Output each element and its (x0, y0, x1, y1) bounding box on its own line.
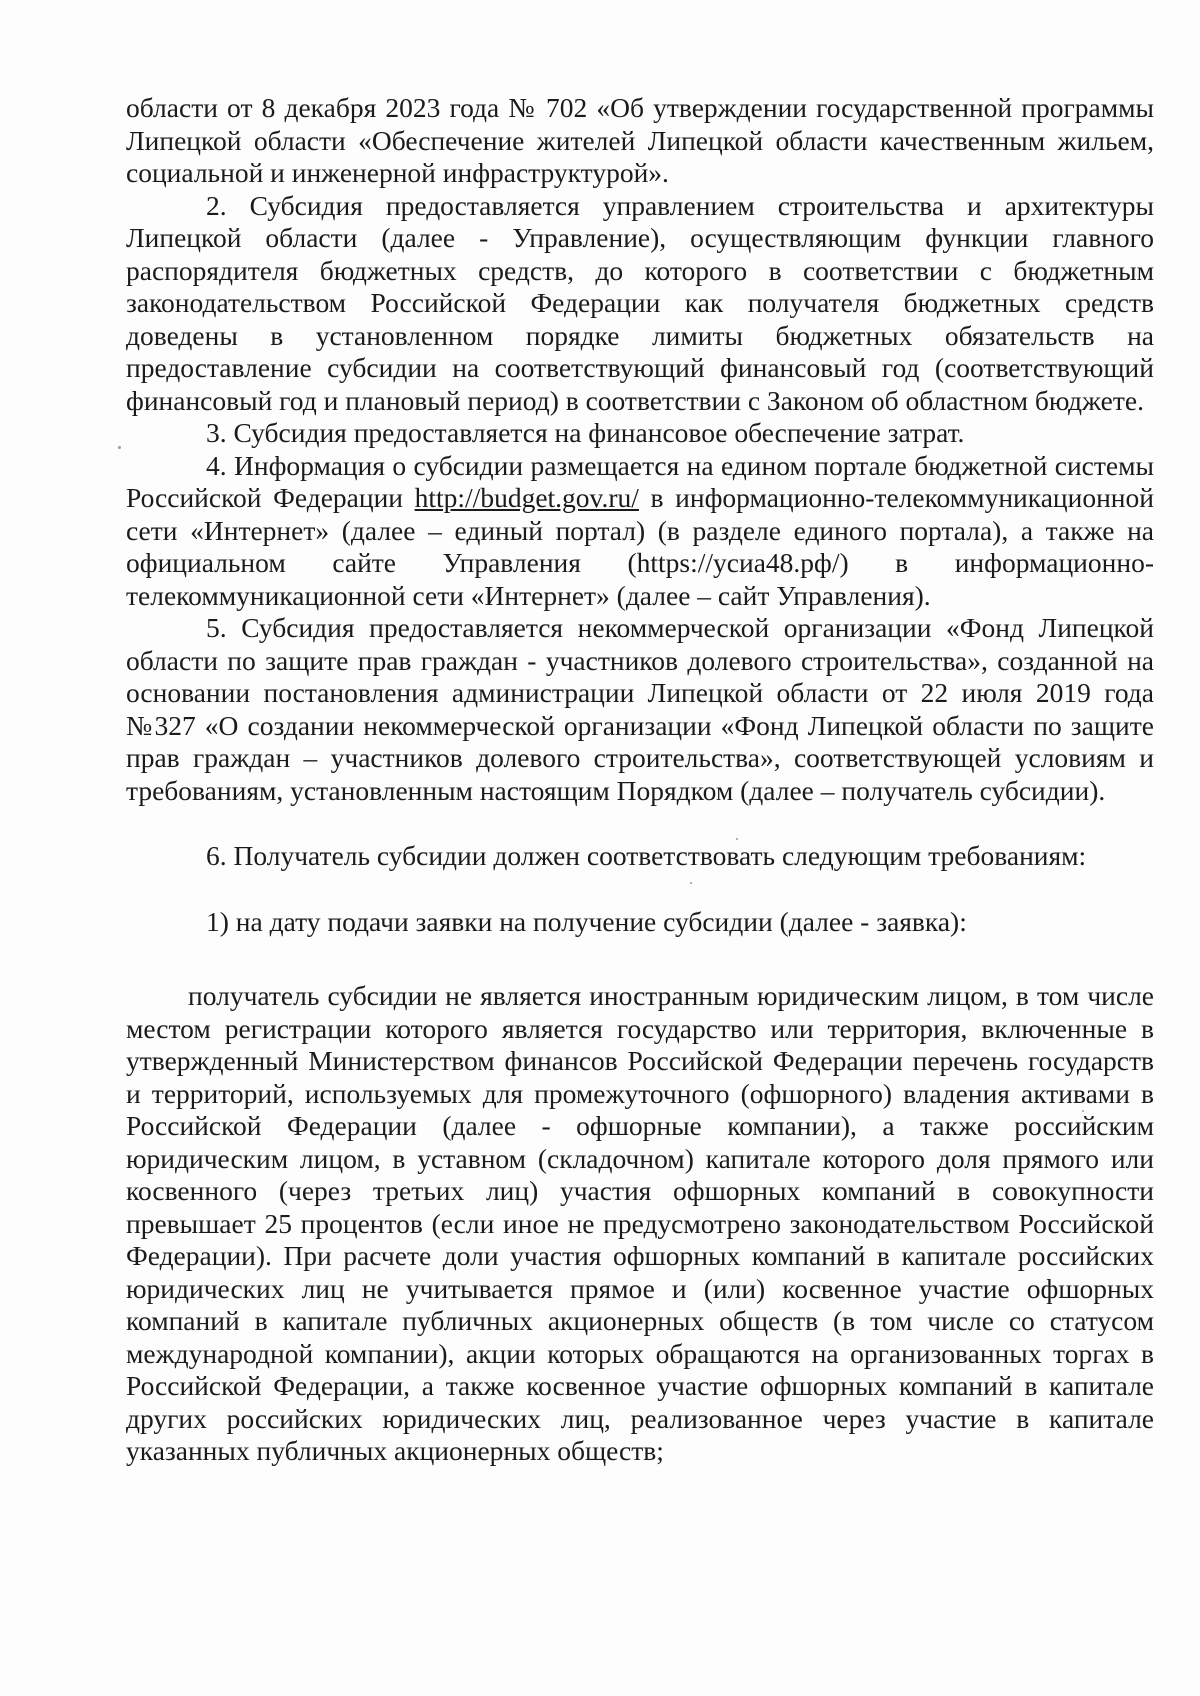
paragraph-continuation: области от 8 декабря 2023 года № 702 «Об утверждении государственной программы Липецкой области «Обеспечение жителей Липецкой области качественным жильем, социальной и инженерной инфраструктурой». (126, 92, 1154, 188)
paragraph-item-5: 5. Субсидия предоставляется некоммерческой организации «Фонд Липецкой области по защите прав граждан - участников долевого строительства», созданной на основании постановления администрации Липецкой области от 22 июля 2019 года №327 «О создании некоммерческой организации «Фонд Липецкой области по защите прав граждан – участников долевого строительства», соответствующей условиям и требованиям, установленным настоящим Порядком (далее – получатель субсидии). (126, 612, 1154, 806)
paragraph-item-6: 6. Получатель субсидии должен соответствовать следующим требованиям: (206, 840, 1087, 871)
paragraph-item-3: 3. Субсидия предоставляется на финансовое обеспечение затрат. (206, 417, 965, 448)
paragraph-subitem-1: 1) на дату подачи заявки на получение субсидии (далее - заявка): (206, 905, 967, 937)
document-body (126, 92, 1154, 1468)
budget-portal-link[interactable]: http://budget.gov.ru/ (414, 482, 639, 513)
paragraph-item-4-text-end: в информационно-телекоммуникационной сети «Интернет» (далее – единый портал) (в разделе единого портала), а также на официальном сайте Управления (https://усиа48.рф/) в информационно-телекоммуникационной сети «Интернет» (далее – сайт Управления). (126, 482, 1154, 611)
paragraph-item-4 (126, 450, 1154, 613)
paragraph-item-2: 2. Субсидия предоставляется управлением строительства и архитектуры Липецкой области (далее - Управление), осуществляющим функции главного распорядителя бюджетных средств, до которого в соответствии с бюджетным законодательством Российской Федерации как получателя бюджетных средств доведены в установленном порядке лимиты бюджетных обязательств на предоставление субсидии на соответствующий финансовый год (соответствующий финансовый год и плановый период) в соответствии с Законом об областном бюджете. (126, 189, 1154, 416)
paragraph-item-4-text-start: 4. Информация о субсидии размещается на едином портале бюджетной системы Российской Федерации (126, 449, 1154, 513)
paragraph-requirement: получатель субсидии не является иностранным юридическим лицом, в том числе местом регистрации которого является государство или территория, включенные в утвержденный Министерством финансов Российской Федерации перечень государств и территорий, используемых для промежуточного (офшорного) владения активами в Российской Федерации (далее - офшорные компании), а также российским юридическим лицом, в уставном (складочном) капитале которого доля прямого или косвенного (через третьих лиц) участия офшорных компаний в совокупности превышает 25 процентов (если иное не предусмотрено законодательством Российской Федерации). При расчете доли участия офшорных компаний в капитале российских юридических лиц не учитывается прямое и (или) косвенное участие офшорных компаний в капитале публичных акционерных обществ (в том числе со статусом международной компании), акции которых обращаются на организованных торгах в Российской Федерации, а также косвенное участие офшорных компаний в капитале других российских юридических лиц, реализованное через участие в капитале указанных публичных акционерных обществ; (126, 980, 1154, 1466)
scan-speck (118, 446, 121, 449)
